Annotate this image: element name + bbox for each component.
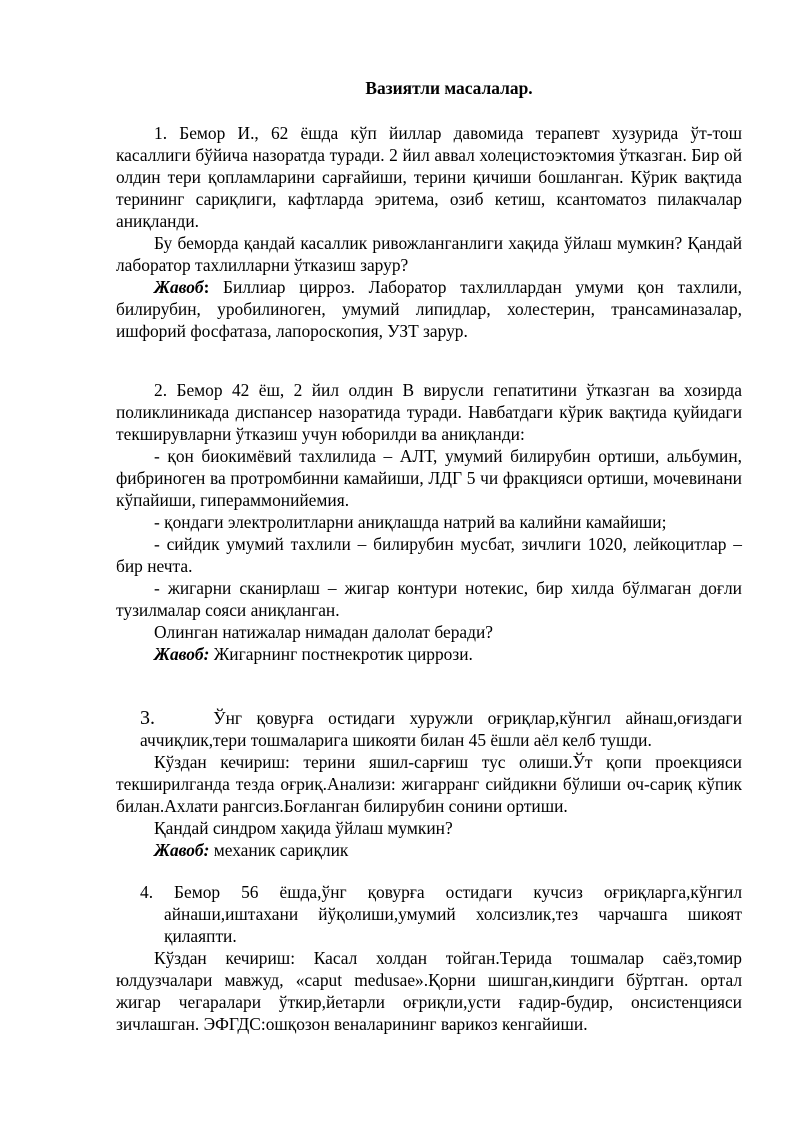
answer-text: механик сариқлик — [209, 840, 349, 860]
problem-1 — [116, 122, 742, 342]
problem-2-finding-blood: - қон биокимёвий тахлилида – АЛТ, умумий билирубин ортиши, альбумин, фибриноген ва протромбинни камайиши, ЛДГ 5 чи фракцияси ортиши, мочевинани кўпайиши, гипераммонийемия. — [116, 446, 742, 510]
problem-2-case: 2. Бемор 42 ёш, 2 йил олдин В вирусли гепатитини ўтказган ва хозирда поликлиникада диспансер назоратида туради. Навбатдаги кўрик вақтида қуйидаги текширувларни ўтказиш учун юборилди ва аниқланди: — [116, 380, 742, 444]
problem-1-case: 1. Бемор И., 62 ёшда кўп йиллар давомида терапевт хузурида ўт-тош касаллиги бўйича назоратда туради. 2 йил аввал холецистоэктомия ўтказган. Бир ой олдин тери қопламларини сарғайиши, терини қичиши бошланган. Кўрик вақтида терининг сариқлиги, кафтларда эритема, озиб кетиш, ксантоматоз пилакчалар аниқланди. — [116, 123, 742, 231]
problem-1-question: Бу беморда қандай касаллик ривожланганлиги хақида ўйлаш мумкин? Қандай лаборатор тахлилларни ўтказиш зарур? — [116, 233, 742, 275]
problem-1-answer — [116, 276, 742, 342]
problem-4-case: 4. Бемор 56 ёшда,ўнг қовурға остидаги кучсиз оғриқларга,кўнгил айнаши,иштахани йўқолиши,умумий холсизлик,тез чарчашга шикоят қилаяпти. — [140, 882, 742, 946]
problem-3-question: Қандай синдром хақида ўйлаш мумкин? — [154, 818, 453, 838]
problem-2-finding-scan: - жигарни сканирлаш – жигар контури нотекис, бир хилда бўлмаган доғли тузилмалар сояси аниқланган. — [116, 578, 742, 620]
problem-3-number: 3. — [140, 707, 155, 729]
problem-2-answer — [116, 643, 742, 665]
problem-3-exam: Кўздан кечириш: терини яшил-сарғиш тус олиши.Ўт қопи проекцияси текширилганда тезда оғриқ.Анализи: жигарранг сийдикни бўлиши оч-сариқ кўпик билан.Ахлати рангсиз.Боғланган билирубин сонини ортиши. — [116, 752, 742, 816]
answer-label: Жавоб: — [154, 840, 210, 860]
problem-2-question: Олинган натижалар нимадан далолат беради? — [154, 622, 493, 642]
problem-3-line-1-text: Ўнг қовурға остидаги хуружли оғриқлар,кўнгил айнаш,оғиздаги — [213, 708, 742, 728]
problem-2-finding-electrolytes: - қондаги электролитларни аниқлашда натрий ва калийни камайиши; — [154, 512, 667, 532]
document-title: Вазиятли масалалар. — [365, 78, 533, 98]
problem-3-line-1 — [116, 707, 742, 729]
answer-text: Биллиар цирроз. Лаборатор тахлиллардан умуми қон тахлили, билирубин, уробилиноген, умумий липидлар, холестерин, трансаминазалар, ишфорий фосфатаза, лапороскопия, УЗТ зарур. — [116, 277, 742, 341]
problem-3-answer — [116, 839, 742, 861]
answer-label: Жавоб: — [154, 644, 210, 664]
problem-2 — [116, 379, 742, 665]
answer-text: Жигарнинг постнекротик циррози. — [209, 644, 473, 664]
problem-3-line-2: аччиқлик,тери тошмаларига шикояти билан 45 ёшли аёл келб тушди. — [140, 730, 652, 750]
problem-4-exam: Кўздан кечириш: Касал холдан тойган.Терида тошмалар саёз,томир юлдузчалари мавжуд, «caput medusae».Қорни шишган,киндиги бўртган. ортал жигар чегаралари ўткир,йетарли оғриқли,усти ғадир-будир, онсистенцияси зичлашган. ЭФГДС:ошқозон веналарининг варикоз кенгайиши. — [116, 948, 742, 1034]
problem-4 — [116, 881, 742, 1035]
answer-colon: : — [203, 277, 210, 297]
problem-3 — [116, 707, 742, 861]
problem-2-finding-urine: - сийдик умумий тахлили – билирубин мусбат, зичлиги 1020, лейкоцитлар – бир нечта. — [116, 534, 742, 576]
answer-label: Жавоб — [154, 277, 204, 297]
